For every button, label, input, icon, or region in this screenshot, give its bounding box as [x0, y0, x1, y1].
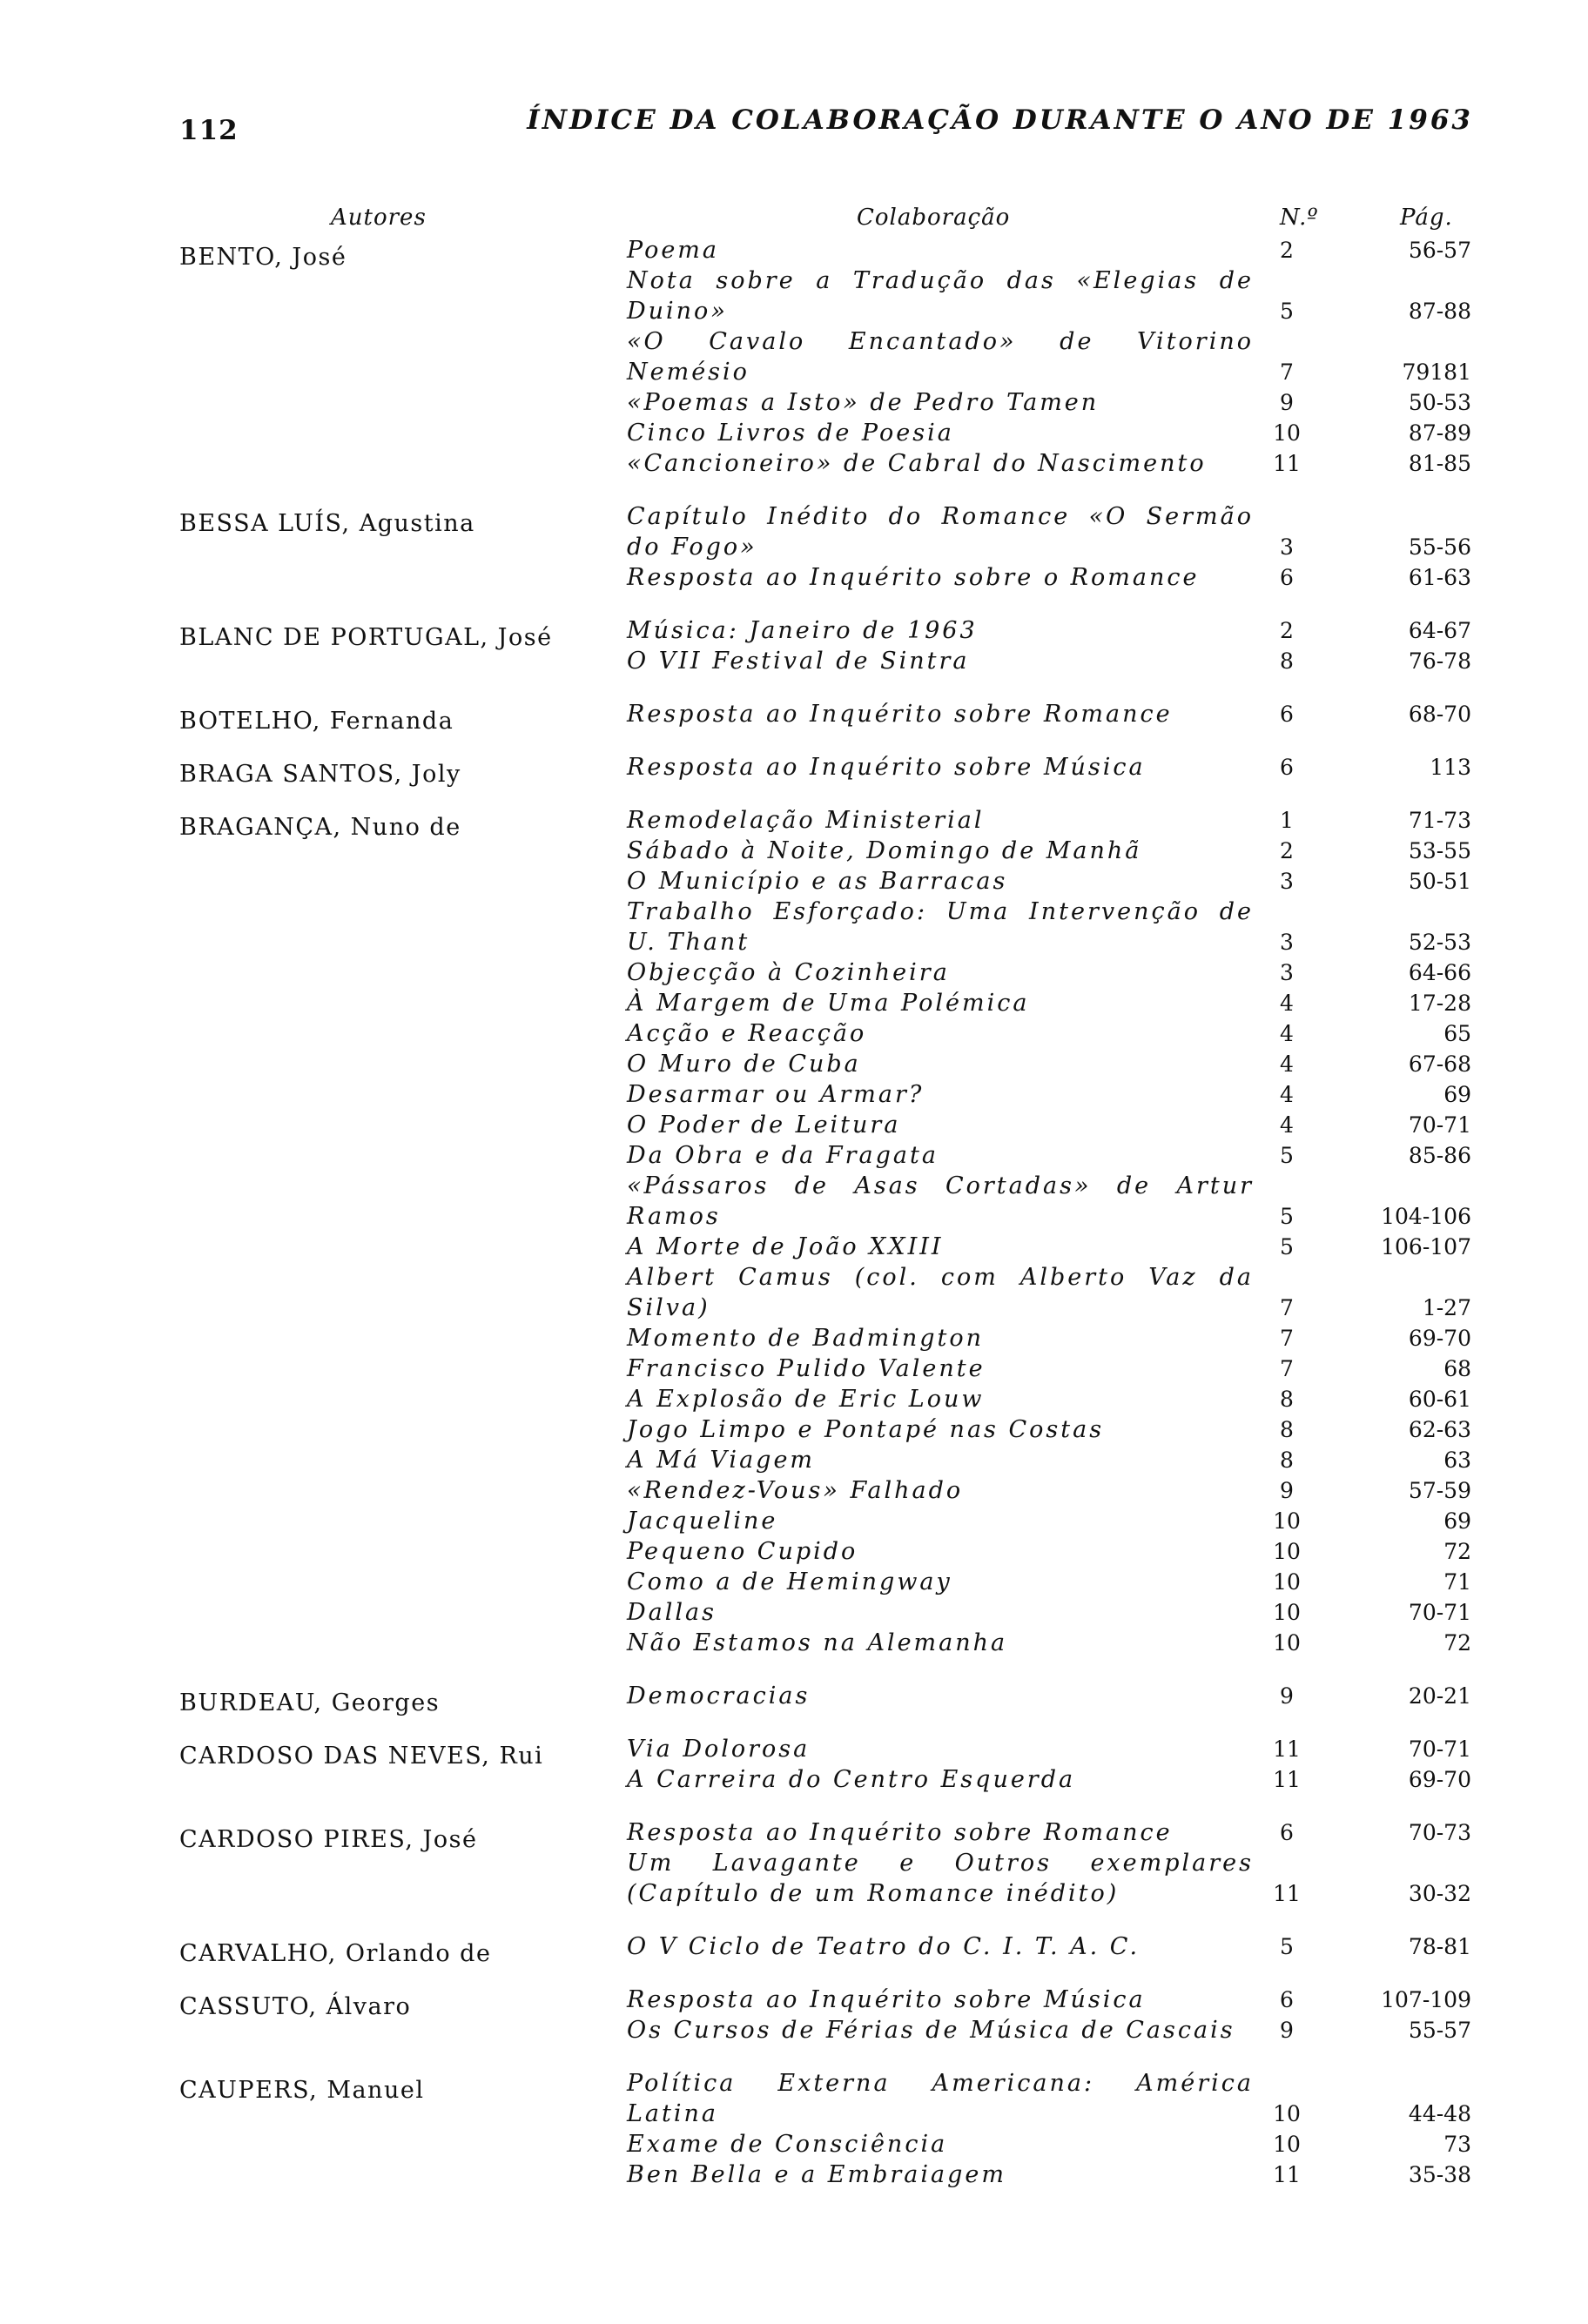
work-row [627, 1171, 1497, 1232]
issue-number: 10 [1273, 2101, 1301, 2126]
issue-number: 10 [1273, 1539, 1301, 1564]
work-row [627, 957, 1497, 988]
issue-number: 5 [1280, 1204, 1294, 1229]
work-title: A Má Viagem [627, 1447, 816, 1474]
page-range: 55-57 [1408, 2018, 1471, 2043]
work-title: Desarmar ou Armar? [627, 1081, 925, 1108]
works-list [627, 752, 1497, 783]
page-range: 56-57 [1408, 238, 1471, 263]
issue-number: 1 [1280, 808, 1294, 833]
work-title: O V Ciclo de Teatro do C. I. T. A. C. [627, 1933, 1141, 1960]
page-range: 104-106 [1381, 1204, 1471, 1229]
page-number: 112 [179, 115, 239, 146]
work-row [627, 1475, 1497, 1506]
index-entry [0, 1681, 1588, 1716]
author-name: CARDOSO PIRES, José [179, 1826, 478, 1853]
work-row [627, 1323, 1497, 1353]
work-title: Como a de Hemingway [627, 1568, 952, 1595]
work-row [627, 387, 1497, 418]
issue-number: 9 [1280, 2018, 1294, 2043]
page-range: 87-89 [1408, 420, 1471, 446]
page-range: 55-56 [1408, 534, 1471, 560]
work-title: «Pássaros de Asas Cortadas» de Artur Ramos [627, 1172, 1254, 1230]
work-title: Sábado à Noite, Domingo de Manhã [627, 837, 1142, 864]
issue-number: 7 [1280, 1326, 1294, 1351]
work-title: «Poemas a Isto» de Pedro Tamen [627, 389, 1100, 416]
work-row [627, 1049, 1497, 1079]
issue-number: 10 [1273, 2132, 1301, 2157]
author-name: BOTELHO, Fernanda [179, 708, 454, 735]
issue-number: 4 [1280, 1021, 1294, 1046]
issue-number: 7 [1280, 1295, 1294, 1320]
work-title: A Morte de João XXIII [627, 1233, 944, 1260]
issue-number: 7 [1280, 1356, 1294, 1381]
work-title: Música: Janeiro de 1963 [627, 617, 978, 644]
work-title: O VII Festival de Sintra [627, 648, 970, 675]
work-row [627, 2015, 1497, 2045]
work-row [627, 836, 1497, 866]
issue-number: 8 [1280, 1417, 1294, 1442]
work-title: Poema [627, 237, 720, 264]
column-header-number: N.º [1280, 205, 1319, 231]
work-row [627, 1353, 1497, 1384]
work-title: Ben Bella e a Embraiagem [627, 2161, 1006, 2188]
page-range: 50-53 [1408, 390, 1471, 415]
page-range: 69-70 [1408, 1767, 1471, 1792]
page-range: 64-66 [1408, 960, 1471, 985]
page-range: 79181 [1402, 359, 1471, 385]
page-range: 68-70 [1408, 702, 1471, 727]
work-row [627, 2129, 1497, 2159]
page-range: 69-70 [1408, 1326, 1471, 1351]
author-name: CARVALHO, Orlando de [179, 1940, 492, 1967]
works-list [627, 2068, 1497, 2190]
work-row [627, 1232, 1497, 1262]
work-row [627, 235, 1497, 265]
page-range: 61-63 [1408, 565, 1471, 590]
work-row [627, 1536, 1497, 1567]
index-entry [0, 1985, 1588, 2045]
page-range: 68 [1443, 1356, 1471, 1381]
issue-number: 6 [1280, 755, 1294, 780]
work-title: O Poder de Leitura [627, 1112, 901, 1138]
issue-number: 5 [1280, 299, 1294, 324]
works-list [627, 1817, 1497, 1909]
work-title: «Rendez-Vous» Falhado [627, 1477, 964, 1504]
work-row [627, 1110, 1497, 1140]
work-row [627, 1985, 1497, 2015]
works-list [627, 235, 1497, 479]
page-range: 70-73 [1408, 1820, 1471, 1845]
running-title: ÍNDICE DA COLABORAÇÃO DURANTE O ANO DE 1963 [527, 104, 1473, 136]
work-row [627, 1506, 1497, 1536]
work-title: Política Externa Americana: América Latina [627, 2070, 1254, 2127]
work-row [627, 1817, 1497, 1848]
index-entry [0, 752, 1588, 788]
work-row [627, 1018, 1497, 1049]
works-list [627, 1985, 1497, 2045]
page-range: 30-32 [1408, 1881, 1471, 1906]
work-title: À Margem de Uma Polémica [627, 990, 1030, 1017]
issue-number: 7 [1280, 359, 1294, 385]
page-range: 70-71 [1408, 1112, 1471, 1138]
work-title: Jogo Limpo e Pontapé nas Costas [627, 1416, 1105, 1443]
issue-number: 2 [1280, 618, 1294, 643]
issue-number: 5 [1280, 1934, 1294, 1959]
issue-number: 6 [1280, 1820, 1294, 1845]
page-range: 44-48 [1408, 2101, 1471, 2126]
issue-number: 10 [1273, 1508, 1301, 1534]
issue-number: 8 [1280, 648, 1294, 674]
page-range: 76-78 [1408, 648, 1471, 674]
work-row [627, 1681, 1497, 1711]
work-row [627, 501, 1497, 562]
author-name: BRAGA SANTOS, Joly [179, 761, 461, 788]
work-title: Resposta ao Inquérito sobre o Romance [627, 564, 1200, 591]
work-title: Trabalho Esforçado: Uma Intervenção de U. Thant [627, 898, 1254, 956]
page-range: 50-51 [1408, 869, 1471, 894]
page-range: 81-85 [1408, 451, 1471, 476]
work-title: A Carreira do Centro Esquerda [627, 1766, 1076, 1793]
works-list [627, 1734, 1497, 1795]
page-range: 17-28 [1408, 991, 1471, 1016]
page-range: 70-71 [1408, 1600, 1471, 1625]
work-row [627, 1140, 1497, 1171]
works-list [627, 699, 1497, 729]
index-list [0, 235, 1588, 2213]
issue-number: 11 [1273, 2162, 1301, 2187]
work-row [627, 326, 1497, 387]
issue-number: 3 [1280, 534, 1294, 560]
page-range: 113 [1430, 755, 1471, 780]
work-title: Acção e Reacção [627, 1020, 867, 1047]
work-title: «Cancioneiro» de Cabral do Nascimento [627, 450, 1207, 477]
work-title: «O Cavalo Encantado» de Vitorino Nemésio [627, 328, 1254, 386]
work-row [627, 646, 1497, 676]
issue-number: 6 [1280, 702, 1294, 727]
issue-number: 2 [1280, 838, 1294, 863]
work-row [627, 1445, 1497, 1475]
issue-number: 2 [1280, 238, 1294, 263]
page-range: 107-109 [1381, 1987, 1471, 2012]
column-header-authors: Autores [331, 205, 427, 231]
index-entry [0, 699, 1588, 735]
column-header-page: Pág. [1400, 205, 1453, 231]
work-title: Exame de Consciência [627, 2131, 948, 2158]
page-range: 106-107 [1381, 1234, 1471, 1259]
work-row [627, 897, 1497, 957]
page-range: 85-86 [1408, 1143, 1471, 1168]
issue-number: 3 [1280, 869, 1294, 894]
index-entry [0, 501, 1588, 593]
issue-number: 3 [1280, 960, 1294, 985]
issue-number: 11 [1273, 451, 1301, 476]
author-name: BRAGANÇA, Nuno de [179, 814, 461, 841]
page-range: 52-53 [1408, 930, 1471, 955]
page-range: 62-63 [1408, 1417, 1471, 1442]
work-title: Jacqueline [627, 1508, 778, 1535]
index-entry [0, 1931, 1588, 1967]
index-entry [0, 235, 1588, 479]
work-row [627, 1262, 1497, 1323]
page-range: 20-21 [1408, 1683, 1471, 1709]
issue-number: 5 [1280, 1143, 1294, 1168]
work-title: Francisco Pulido Valente [627, 1355, 986, 1382]
index-entry [0, 615, 1588, 676]
work-title: O Muro de Cuba [627, 1051, 861, 1078]
issue-number: 9 [1280, 1478, 1294, 1503]
work-row [627, 1848, 1497, 1909]
page-range: 78-81 [1408, 1934, 1471, 1959]
work-row [627, 866, 1497, 897]
work-title: Albert Camus (col. com Alberto Vaz da Silva) [627, 1264, 1254, 1321]
page-range: 71-73 [1408, 808, 1471, 833]
author-name: BURDEAU, Georges [179, 1689, 441, 1716]
work-row [627, 1931, 1497, 1962]
work-title: Democracias [627, 1683, 811, 1709]
author-name: CAUPERS, Manuel [179, 2077, 425, 2104]
issue-number: 6 [1280, 1987, 1294, 2012]
issue-number: 4 [1280, 1051, 1294, 1077]
author-name: BLANC DE PORTUGAL, José [179, 624, 553, 651]
issue-number: 10 [1273, 1600, 1301, 1625]
work-title: Dallas [627, 1599, 717, 1626]
work-title: Remodelação Ministerial [627, 807, 985, 834]
page-range: 73 [1443, 2132, 1471, 2157]
issue-number: 4 [1280, 991, 1294, 1016]
page-range: 69 [1443, 1082, 1471, 1107]
issue-number: 4 [1280, 1082, 1294, 1107]
issue-number: 3 [1280, 930, 1294, 955]
author-name: CASSUTO, Álvaro [179, 1993, 412, 2020]
work-row [627, 1414, 1497, 1445]
work-title: Não Estamos na Alemanha [627, 1629, 1008, 1656]
page-range: 63 [1443, 1447, 1471, 1473]
work-title: Pequeno Cupido [627, 1538, 858, 1565]
issue-number: 4 [1280, 1112, 1294, 1138]
index-entry [0, 1817, 1588, 1909]
index-entry [0, 805, 1588, 1658]
work-title: A Explosão de Eric Louw [627, 1386, 985, 1413]
page-range: 87-88 [1408, 299, 1471, 324]
work-row [627, 1734, 1497, 1764]
page-range: 71 [1443, 1569, 1471, 1595]
work-title: O Município e as Barracas [627, 868, 1008, 895]
issue-number: 9 [1280, 1683, 1294, 1709]
work-row [627, 1567, 1497, 1597]
work-title: Capítulo Inédito do Romance «O Sermão do Fogo» [627, 503, 1254, 561]
issue-number: 10 [1273, 1630, 1301, 1656]
work-title: Os Cursos de Férias de Música de Cascais [627, 2017, 1235, 2044]
issue-number: 11 [1273, 1736, 1301, 1762]
work-row [627, 1079, 1497, 1110]
works-list [627, 805, 1497, 1658]
author-name: BESSA LUÍS, Agustina [179, 510, 475, 537]
work-title: Da Obra e da Fragata [627, 1142, 939, 1169]
work-title: Resposta ao Inquérito sobre Música [627, 1986, 1146, 2013]
work-row [627, 752, 1497, 783]
work-row [627, 265, 1497, 326]
page-range: 1-27 [1422, 1295, 1471, 1320]
author-name: CARDOSO DAS NEVES, Rui [179, 1743, 544, 1770]
works-list [627, 1681, 1497, 1711]
work-row [627, 418, 1497, 448]
issue-number: 6 [1280, 565, 1294, 590]
issue-number: 10 [1273, 1569, 1301, 1595]
works-list [627, 615, 1497, 676]
page-range: 35-38 [1408, 2162, 1471, 2187]
index-entry [0, 2068, 1588, 2190]
work-row [627, 2159, 1497, 2190]
page-range: 70-71 [1408, 1736, 1471, 1762]
work-row [627, 1384, 1497, 1414]
works-list [627, 1931, 1497, 1962]
issue-number: 8 [1280, 1447, 1294, 1473]
page-range: 57-59 [1408, 1478, 1471, 1503]
page-range: 67-68 [1408, 1051, 1471, 1077]
work-row [627, 2068, 1497, 2129]
work-row [627, 1597, 1497, 1628]
index-entry [0, 1734, 1588, 1795]
issue-number: 5 [1280, 1234, 1294, 1259]
work-row [627, 615, 1497, 646]
work-title: Momento de Badmington [627, 1325, 985, 1352]
page-range: 72 [1443, 1539, 1471, 1564]
work-title: Um Lavagante e Outros exemplares (Capítulo de um Romance inédito) [627, 1850, 1254, 1907]
author-name: BENTO, José [179, 244, 347, 271]
work-row [627, 699, 1497, 729]
page-range: 72 [1443, 1630, 1471, 1656]
column-header-collaboration: Colaboração [857, 205, 1011, 231]
work-row [627, 448, 1497, 479]
work-title: Resposta ao Inquérito sobre Romance [627, 1819, 1173, 1846]
work-title: Objecção à Cozinheira [627, 959, 950, 986]
issue-number: 10 [1273, 420, 1301, 446]
issue-number: 8 [1280, 1387, 1294, 1412]
work-title: Cinco Livros de Poesia [627, 420, 954, 447]
work-row [627, 988, 1497, 1018]
page-range: 65 [1443, 1021, 1471, 1046]
work-row [627, 1764, 1497, 1795]
work-title: Resposta ao Inquérito sobre Romance [627, 701, 1173, 728]
work-title: Via Dolorosa [627, 1736, 811, 1763]
work-title: Resposta ao Inquérito sobre Música [627, 754, 1146, 781]
works-list [627, 501, 1497, 593]
work-row [627, 562, 1497, 593]
issue-number: 9 [1280, 390, 1294, 415]
page-range: 69 [1443, 1508, 1471, 1534]
work-row [627, 1628, 1497, 1658]
page-range: 60-61 [1408, 1387, 1471, 1412]
issue-number: 11 [1273, 1767, 1301, 1792]
page-range: 53-55 [1408, 838, 1471, 863]
work-row [627, 805, 1497, 836]
page-range: 64-67 [1408, 618, 1471, 643]
work-title: Nota sobre a Tradução das «Elegias de Duino» [627, 267, 1254, 325]
issue-number: 11 [1273, 1881, 1301, 1906]
